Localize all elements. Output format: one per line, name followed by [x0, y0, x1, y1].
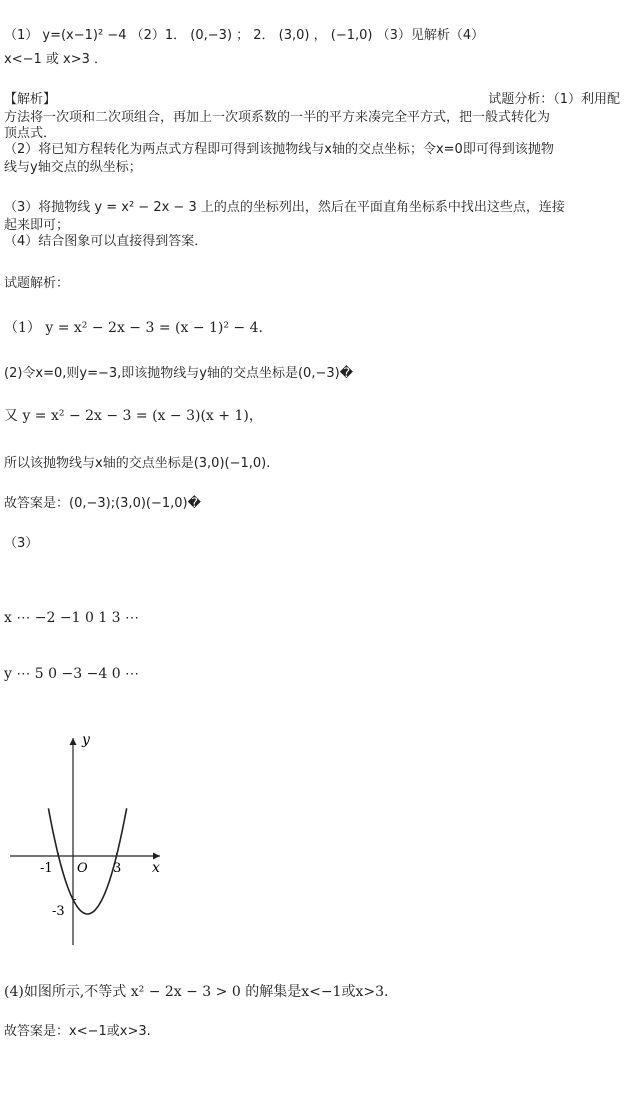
- solution-step-3: 又 y = x² − 2x − 3 = (x − 3)(x + 1)，: [4, 408, 263, 424]
- analysis-p3a: （3）将抛物线 y = x² − 2x − 3 上的点的坐标列出，然后在平面直角坐标系中找出这些点，连接: [4, 200, 565, 215]
- y-axis-label: y: [82, 732, 90, 748]
- solution-step-2: (2)令x=0,则y=−3,即该抛物线与y轴的交点坐标是(0,−3)�: [4, 366, 354, 381]
- solution-step-5: 故答案是：(0,−3);(3,0)(−1,0)�: [4, 496, 201, 511]
- solution-step-4: 所以该抛物线与x轴的交点坐标是(3,0)(−1,0).: [4, 456, 271, 471]
- analysis-p1b: 顶点式．: [4, 126, 57, 141]
- analysis-p1a: 方法将一次项和二次项组合，再加上一次项系数的一半的平方来凑完全平方式，把一般式转化为: [4, 110, 551, 125]
- analysis-p3b: 起来即可；: [4, 218, 70, 233]
- analysis-heading: 【解析】: [4, 92, 57, 107]
- answer-line-2: x<−1 或 x>3 ．: [4, 52, 108, 67]
- solution-step-6: （3）: [4, 536, 39, 551]
- tick-label-3: 3: [113, 861, 122, 876]
- value-table-x-row: x ⋯ −2 −1 0 1 3 ⋯: [4, 610, 140, 626]
- origin-label: O: [77, 861, 88, 876]
- analysis-right-heading: 试题分析：（1）利用配: [488, 92, 620, 107]
- analysis-p2b: 线与y轴交点的纵坐标；: [4, 160, 142, 175]
- analysis-p2a: （2）将已知方程转化为两点式方程即可得到该抛物线与x轴的交点坐标；令x=0即可得到该抛物: [4, 142, 554, 157]
- tick-label-neg3: -3: [52, 904, 65, 919]
- solution-heading: 试题解析：: [4, 276, 70, 291]
- tick-label-neg1: -1: [40, 861, 53, 876]
- solution-step-7: (4)如图所示,不等式 x² − 2x − 3 > 0 的解集是x<−1或x>3.: [4, 984, 389, 1000]
- value-table-y-row: y ⋯ 5 0 −3 −4 0 ⋯: [4, 666, 140, 682]
- x-axis-label: x: [152, 860, 160, 876]
- solution-step-8: 故答案是：x<−1或x>3.: [4, 1024, 151, 1039]
- answer-line-1: （1） y=(x−1)² −4 （2）1． (0,−3) ； 2． (3,0) ， (−1,0) （3）见解析（4）: [4, 28, 485, 43]
- parabola-graph: [0, 730, 170, 950]
- analysis-p4: （4）结合图象可以直接得到答案．: [4, 234, 208, 249]
- solution-step-1: （1） y = x² − 2x − 3 = (x − 1)² − 4.: [4, 320, 263, 336]
